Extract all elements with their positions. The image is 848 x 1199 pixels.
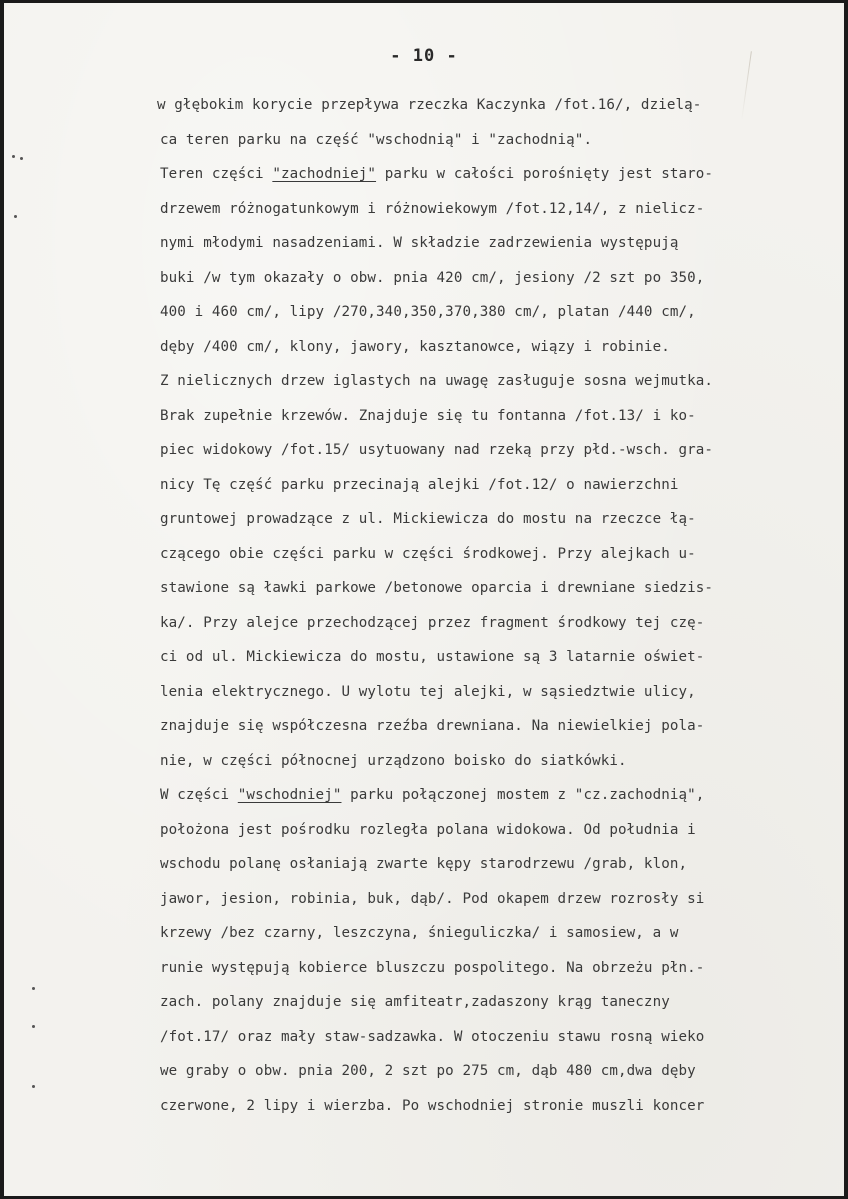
text-line <box>160 571 830 606</box>
text-line <box>160 226 830 261</box>
underlined-term: "wschodniej" <box>237 787 342 803</box>
margin-dot <box>12 155 15 158</box>
text-line <box>160 261 830 296</box>
text-segment: parku w całości porośnięty jest staro- <box>376 166 714 182</box>
text-line <box>160 1054 830 1089</box>
text-line <box>160 330 830 365</box>
text-segment: ka/. Przy alejce przechodzącej przez fragment środkowy tej czę- <box>160 614 705 631</box>
text-line <box>160 537 830 572</box>
page-number: - 10 - <box>390 46 458 66</box>
text-line <box>160 502 830 537</box>
text-line <box>160 951 830 986</box>
text-line <box>160 744 830 779</box>
text-line <box>160 916 830 951</box>
text-segment: Teren części <box>160 166 273 182</box>
text-segment: dęby /400 cm/, klony, jawory, kasztanowce, wiązy i robinie. <box>160 338 670 355</box>
text-line <box>160 675 830 710</box>
text-segment: parku połączonej mostem z "cz.zachodnią", <box>341 787 705 803</box>
text-line <box>160 468 830 503</box>
text-line <box>160 192 830 227</box>
text-segment: lenia elektrycznego. U wylotu tej alejki, w sąsiedztwie ulicy, <box>160 683 696 700</box>
text-line <box>160 364 830 399</box>
text-segment: drzewem różnogatunkowym i różnowiekowym /fot.12,14/, z nielicz- <box>160 200 705 217</box>
text-line <box>160 640 830 675</box>
text-segment: Brak zupełnie krzewów. Znajduje się tu fontanna /fot.13/ i ko- <box>160 407 696 424</box>
text-line <box>160 157 830 192</box>
text-segment: ci od ul. Mickiewicza do mostu, ustawione są 3 latarnie oświet- <box>160 649 705 665</box>
text-segment: 400 i 460 cm/, lipy /270,340,350,370,380 cm/, platan /440 cm/, <box>160 304 696 320</box>
text-line <box>160 985 830 1020</box>
text-line <box>160 813 830 848</box>
text-line <box>160 295 830 330</box>
text-segment: buki /w tym okazały o obw. pnia 420 cm/, jesiony /2 szt po 350, <box>160 269 705 286</box>
text-segment: położona jest pośrodku rozległa polana widokowa. Od południa i <box>160 821 696 838</box>
text-line <box>160 606 830 641</box>
text-segment: znajduje się współczesna rzeźba drewniana. Na niewielkiej pola- <box>160 718 705 734</box>
text-line <box>160 1089 830 1124</box>
text-line <box>157 88 830 123</box>
text-segment: nicy Tę część parku przecinają alejki /fot.12/ o nawierzchni <box>160 476 679 493</box>
text-segment: stawione są ławki parkowe /betonowe oparcia i drewniane siedzis- <box>160 580 714 596</box>
text-segment: piec widokowy /fot.15/ usytuowany nad rzeką przy płd.-wsch. gra- <box>160 442 714 458</box>
body-text <box>157 88 830 1123</box>
text-line <box>160 882 830 917</box>
text-segment: czącego obie części parku w części środkowej. Przy alejkach u- <box>160 545 696 562</box>
text-segment: Z nielicznych drzew iglastych na uwagę zasługuje sosna wejmutka. <box>160 373 714 389</box>
text-line <box>160 1020 830 1055</box>
margin-dot <box>20 157 23 160</box>
text-segment: wschodu polanę osłaniają zwarte kępy starodrzewu /grab, klon, <box>160 856 688 872</box>
text-segment: nie, w części północnej urządzono boisko do siatkówki. <box>160 752 627 769</box>
text-segment: jawor, jesion, robinia, buk, dąb/. Pod okapem drzew rozrosły si <box>160 890 705 907</box>
margin-dot <box>14 215 17 218</box>
text-segment: gruntowej prowadzące z ul. Mickiewicza do mostu na rzeczce łą- <box>160 511 696 527</box>
text-line <box>160 433 830 468</box>
margin-dot <box>32 987 35 990</box>
text-line <box>160 709 830 744</box>
text-line <box>160 847 830 882</box>
margin-dot <box>32 1085 35 1088</box>
underlined-term: "zachodniej" <box>272 166 377 182</box>
text-segment: krzewy /bez czarny, leszczyna, śnieguliczka/ i samosiew, a w <box>160 925 679 941</box>
text-line <box>160 778 830 813</box>
text-segment: runie występują kobierce bluszczu pospolitego. Na obrzeżu płn.- <box>160 959 705 976</box>
text-segment: we graby o obw. pnia 200, 2 szt po 275 cm, dąb 480 cm,dwa dęby <box>160 1063 696 1079</box>
text-segment: nymi młodymi nasadzeniami. W składzie zadrzewienia występują <box>160 235 679 251</box>
text-segment: czerwone, 2 lipy i wierzba. Po wschodniej stronie muszli koncer <box>160 1097 705 1114</box>
text-segment: /fot.17/ oraz mały staw-sadzawka. W otoczeniu stawu rosną wieko <box>160 1028 705 1045</box>
margin-dot <box>32 1025 35 1028</box>
text-line <box>160 399 830 434</box>
text-line <box>160 123 830 158</box>
text-segment: w głębokim korycie przepływa rzeczka Kaczynka /fot.16/, dzielą- <box>157 97 702 113</box>
text-segment: ca teren parku na część "wschodnią" i "zachodnią". <box>160 131 593 148</box>
text-segment: W części <box>160 787 238 803</box>
text-segment: zach. polany znajduje się amfiteatr,zadaszony krąg taneczny <box>160 994 670 1010</box>
